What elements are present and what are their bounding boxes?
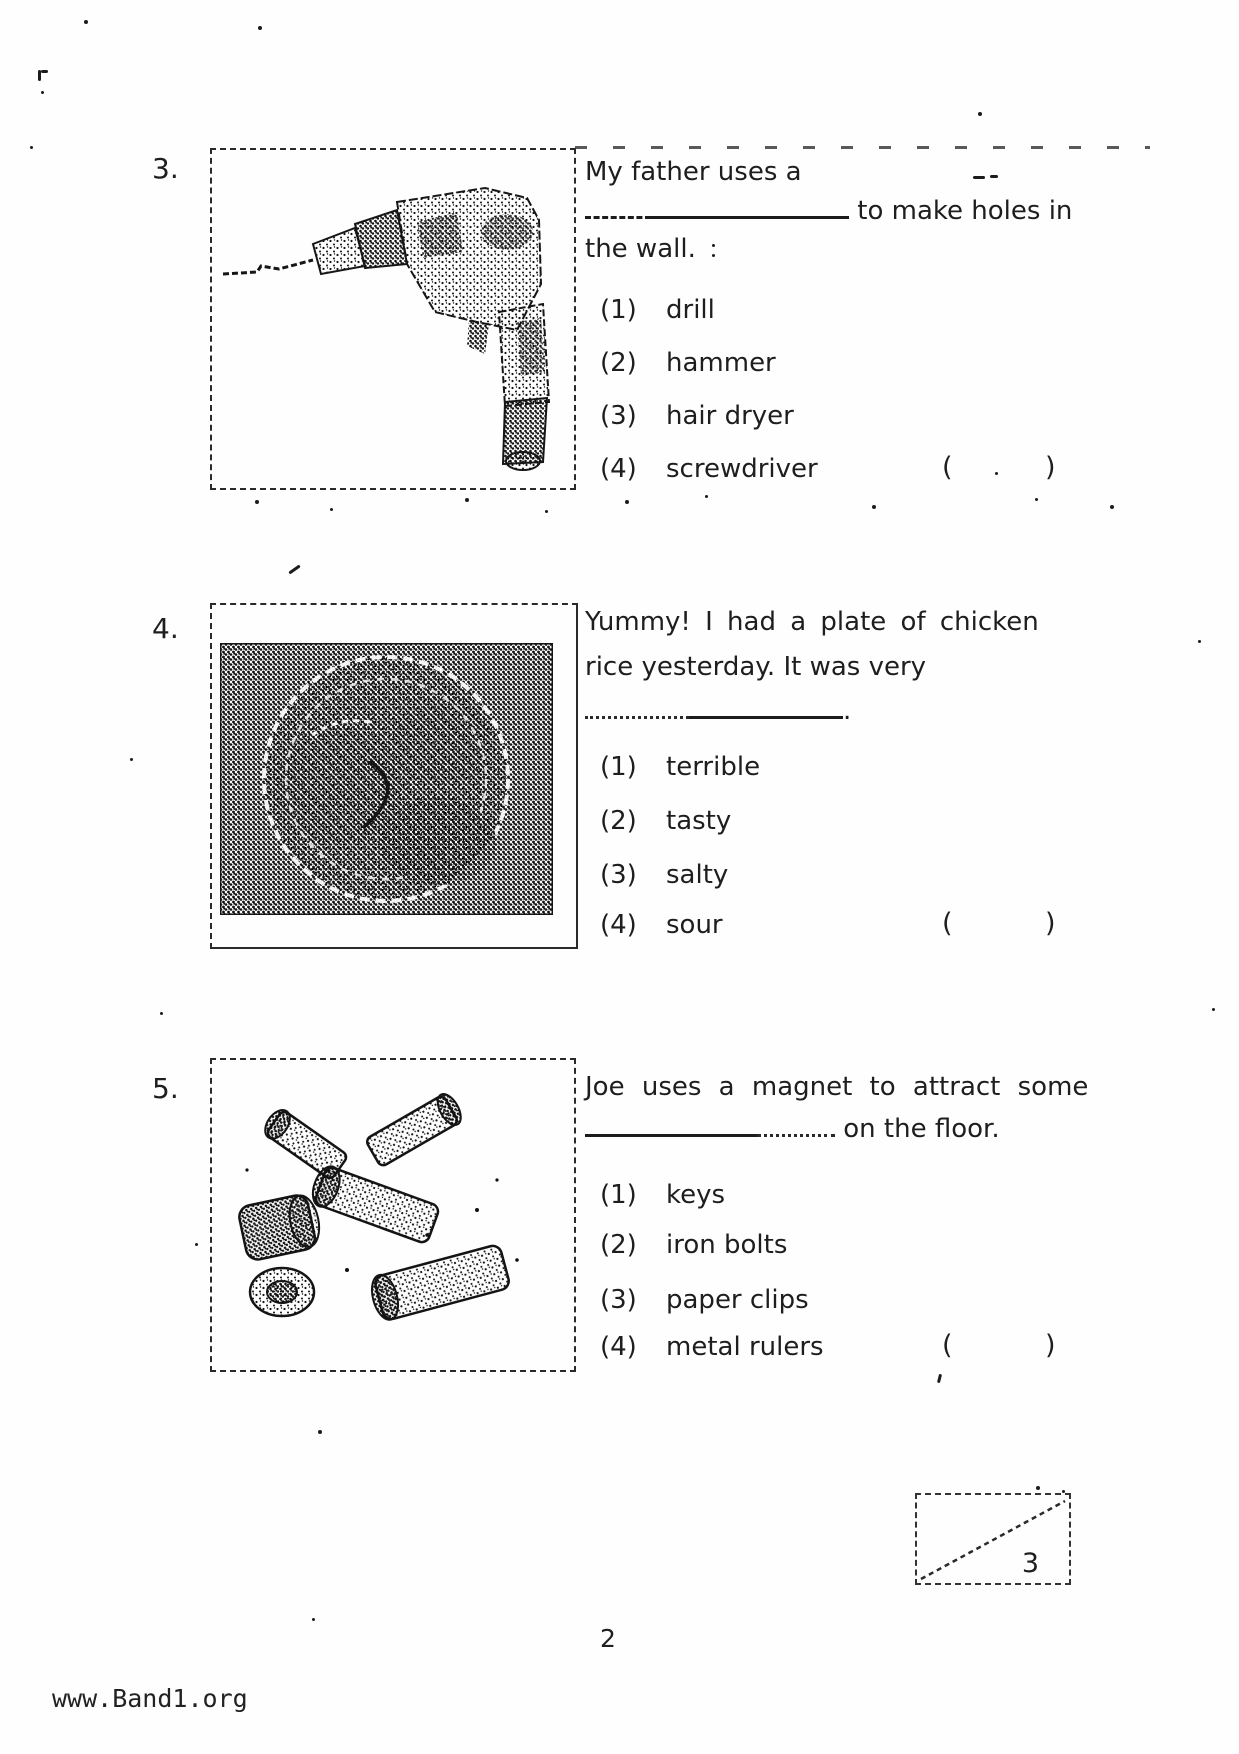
q3-option-row	[600, 348, 776, 378]
q5-option-row	[600, 1285, 809, 1315]
scan-noise-dot	[1110, 505, 1114, 509]
q3-prompt-line1: My father uses a	[585, 157, 802, 187]
question-3-picture-box	[210, 148, 576, 490]
option-number: (2)	[600, 806, 637, 836]
scan-noise-dot	[465, 498, 469, 502]
q5-prompt-line1: Joe uses a magnet to attract some	[585, 1072, 1089, 1102]
answer-blank-line	[689, 692, 843, 719]
answer-blank-line	[585, 192, 651, 219]
scan-noise-comma	[937, 1374, 942, 1383]
q4-answer-bracket-close: )	[1045, 908, 1056, 939]
scan-noise-dot	[312, 1618, 315, 1621]
q3-prompt-line2-text: to make holes in	[857, 196, 1073, 226]
scan-noise-dot	[1036, 1486, 1040, 1490]
page-number: 2	[600, 1624, 616, 1653]
scan-noise-dot	[978, 112, 982, 116]
scan-noise-dot	[258, 26, 262, 30]
q4-prompt-line2: rice yesterday. It was very	[585, 652, 927, 682]
scan-noise-dot	[318, 1430, 322, 1434]
option-number: (4)	[600, 1332, 637, 1362]
option-label: terrible	[666, 752, 761, 782]
scan-noise-dot	[255, 500, 259, 504]
q5-option-row	[600, 1230, 787, 1260]
option-label: metal rulers	[666, 1332, 824, 1362]
q3-option-row	[600, 295, 715, 325]
scan-noise-tick	[288, 565, 300, 575]
q3-prompt-line3: the wall.	[585, 234, 696, 264]
scan-noise-mark	[41, 70, 48, 73]
option-label: salty	[666, 860, 729, 890]
option-label: drill	[666, 295, 715, 325]
bolt	[365, 1090, 466, 1168]
scan-noise-dot	[872, 505, 876, 509]
q5-answer-bracket-close: )	[1045, 1330, 1056, 1361]
q3-prompt-line2	[585, 192, 1072, 228]
scan-noise-dot	[84, 20, 88, 24]
score-diagonal-line	[917, 1495, 1069, 1583]
q4-prompt-line1: Yummy! I had a plate of chicken	[585, 607, 1039, 637]
scan-noise-dot	[545, 510, 548, 513]
scan-noise-dot	[1062, 1490, 1065, 1493]
scan-noise-dot	[995, 472, 998, 475]
question-5-number: 5.	[152, 1072, 179, 1105]
option-label: screwdriver	[666, 454, 818, 484]
q4-option-row	[600, 860, 728, 890]
scan-noise-dot	[1212, 1008, 1215, 1011]
q3-option-row	[600, 454, 818, 484]
option-label: keys	[666, 1180, 726, 1210]
option-number: (3)	[600, 401, 637, 431]
q4-answer-bracket-open: (	[942, 908, 953, 939]
q3-option-row	[600, 401, 794, 431]
scan-noise-dashes	[575, 146, 1150, 149]
option-number: (2)	[600, 348, 637, 378]
option-label: iron bolts	[666, 1230, 788, 1260]
scan-noise-dot	[712, 254, 715, 257]
q5-prompt-line2	[585, 1110, 1000, 1146]
scan-noise-dot	[705, 495, 708, 498]
q4-prompt-line3	[585, 692, 851, 728]
scan-noise-dot	[41, 91, 44, 94]
scan-noise-dot	[712, 244, 715, 247]
answer-blank-line	[585, 692, 689, 719]
option-number: (2)	[600, 1230, 637, 1260]
option-number: (4)	[600, 454, 637, 484]
q5-prompt-line2-text: on the floor.	[843, 1114, 1000, 1144]
question-4-number: 4.	[152, 612, 179, 645]
question-3-number: 3.	[152, 152, 179, 185]
q3-answer-bracket-open: (	[942, 452, 953, 483]
question-4-picture-box	[210, 603, 578, 949]
scan-noise-dot	[625, 500, 629, 504]
q4-blank-suffix: .	[843, 696, 852, 726]
score-value: 3	[1021, 1548, 1039, 1579]
option-number: (1)	[600, 1180, 637, 1210]
answer-blank-line	[757, 1110, 835, 1137]
q5-answer-bracket-open: (	[942, 1330, 953, 1361]
scan-noise-dash	[973, 176, 985, 179]
option-number: (4)	[600, 910, 637, 940]
chicken-rice-picture	[220, 643, 553, 915]
option-number: (3)	[600, 860, 637, 890]
q5-option-row	[600, 1180, 725, 1210]
bolt	[367, 1243, 510, 1323]
q5-option-row	[600, 1332, 824, 1362]
score-box	[915, 1493, 1071, 1585]
option-label: hammer	[666, 348, 776, 378]
option-label: hair dryer	[666, 401, 794, 431]
scan-noise-dot	[1198, 640, 1201, 643]
answer-blank-line	[651, 192, 849, 219]
bolt	[308, 1163, 441, 1246]
question-5-picture-box	[210, 1058, 576, 1372]
q3-answer-bracket-close: )	[1045, 452, 1056, 483]
scan-noise-dash	[990, 175, 998, 178]
scan-noise-dot	[30, 146, 33, 149]
q4-option-row	[600, 752, 760, 782]
option-label: tasty	[666, 806, 732, 836]
option-number: (1)	[600, 295, 637, 325]
scan-noise-dot	[160, 1012, 163, 1015]
iron-bolts-picture	[227, 1090, 532, 1340]
scan-noise-dot	[130, 758, 133, 761]
answer-blank-line	[585, 1110, 757, 1137]
bolt	[250, 1268, 314, 1316]
q4-option-row	[600, 806, 731, 836]
option-number: (3)	[600, 1285, 637, 1315]
watermark-url: www.Band1.org	[52, 1684, 248, 1713]
option-number: (1)	[600, 752, 637, 782]
scan-noise-dot	[330, 508, 333, 511]
q4-option-row	[600, 910, 723, 940]
option-label: sour	[666, 910, 723, 940]
drill-picture	[217, 162, 567, 472]
option-label: paper clips	[666, 1285, 809, 1315]
scan-noise-dot	[1035, 498, 1038, 501]
scan-noise-dot	[195, 1243, 198, 1246]
bolt	[237, 1192, 324, 1262]
